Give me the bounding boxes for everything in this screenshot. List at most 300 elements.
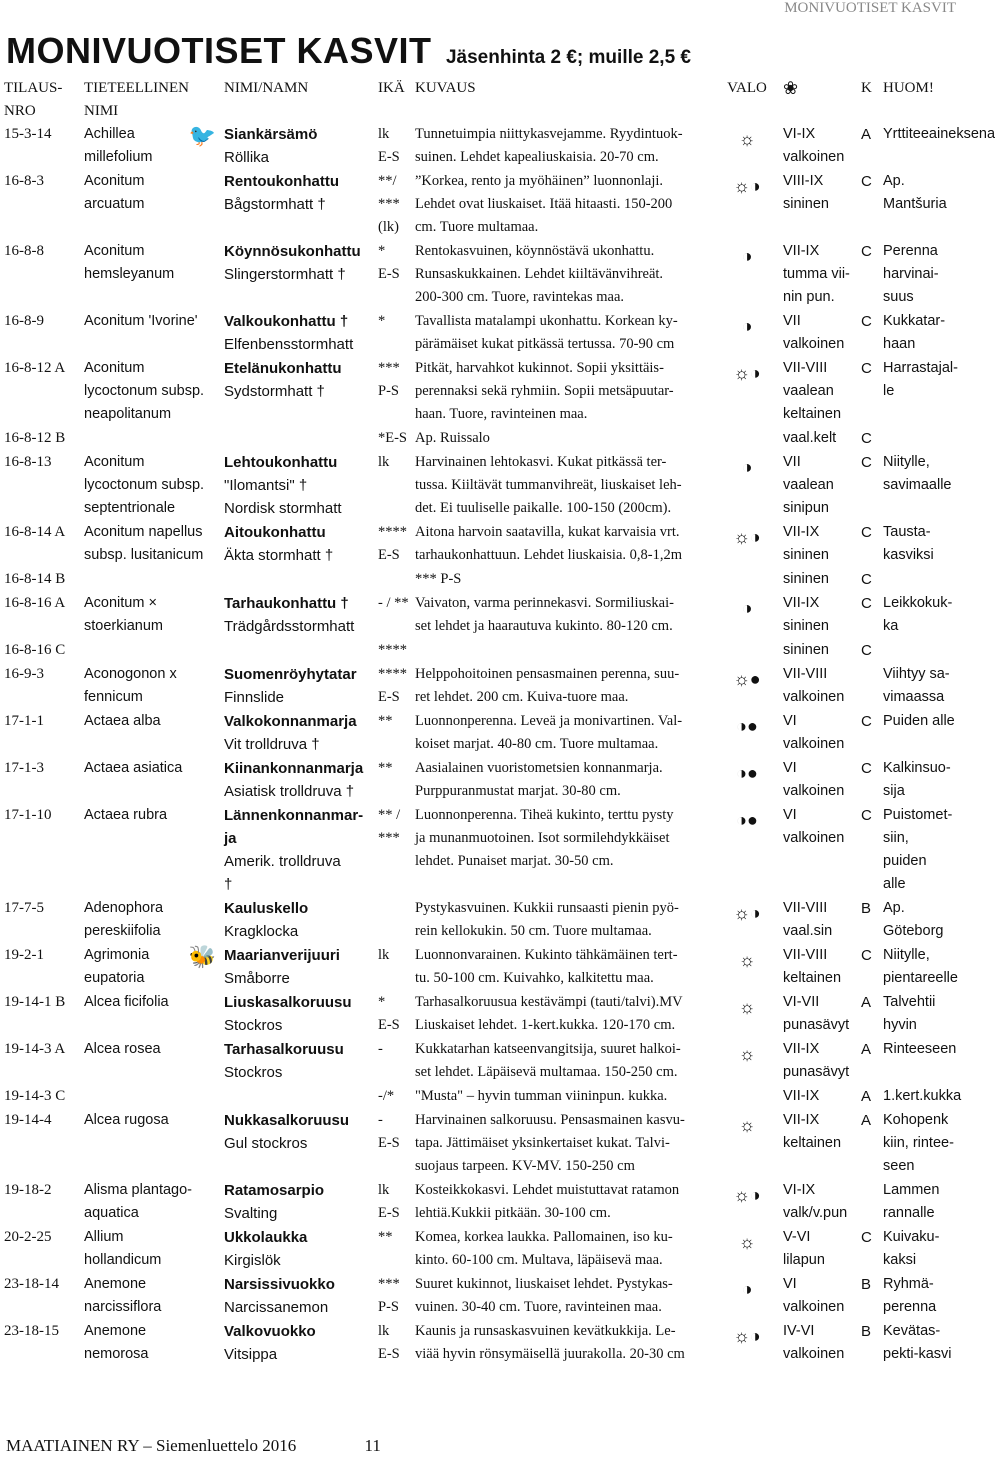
notes: Kuivaku- kaksi <box>883 1229 940 1268</box>
plant-name <box>222 1179 376 1226</box>
plant-name <box>222 170 376 240</box>
description: Aitona harvoin saatavilla, kukat karvaisia vrt. tarhaukonhattuun. Lehdet liuskaisia. 0,8-1,2m <box>415 524 682 563</box>
notes <box>881 639 958 663</box>
scientific-name <box>82 427 222 451</box>
light-requirement: ☼ <box>738 1115 756 1135</box>
header-k: K <box>861 80 872 96</box>
light-requirement: ◑● <box>736 763 758 783</box>
scientific-name <box>82 944 222 991</box>
table-row <box>2 170 958 240</box>
k-class: A <box>861 1088 872 1105</box>
header-notes: HUOM! <box>883 80 934 96</box>
flowering-info: VII valkoinen <box>783 313 845 352</box>
table-row <box>2 757 958 804</box>
light-requirement: ◑ <box>741 316 753 336</box>
table-row <box>2 357 958 427</box>
page-title: MONIVUOTISET KASVIT <box>6 30 432 71</box>
plant-name <box>222 123 376 170</box>
description: Aasialainen vuoristometsien konnanmarja. Purppuranmustat marjat. 30-80 cm. <box>415 760 663 799</box>
header-name: NIMI/NAMN <box>224 80 309 96</box>
finnish-name: Narsissivuokko <box>224 1276 335 1293</box>
age-code: - <box>378 1041 383 1057</box>
swedish-name: Slingerstormhatt † <box>224 266 346 283</box>
k-class: C <box>861 1229 872 1246</box>
swedish-name: Kragklocka <box>224 923 299 940</box>
notes: Talvehtii hyvin <box>883 994 936 1033</box>
k-class: A <box>861 1112 872 1129</box>
flowering-info: VI valkoinen <box>783 1276 845 1315</box>
notes: Ap. Göteborg <box>883 900 944 939</box>
light-requirement: ◑● <box>736 810 758 830</box>
table-row <box>2 1038 958 1085</box>
description: "Musta" – hyvin tumman viininpun. kukka. <box>415 1088 668 1104</box>
table-row <box>2 663 958 710</box>
scientific-name: Anemone nemorosa <box>84 1323 149 1362</box>
order-number: 17-1-1 <box>4 713 44 729</box>
plant-name <box>222 451 376 521</box>
flowering-info: VII-IX sininen <box>783 595 829 634</box>
flowering-info: VII-VIII valkoinen <box>783 666 845 705</box>
age-code: *** P-S <box>378 1276 400 1315</box>
scientific-name-text: Agrimonia eupatoria <box>84 947 150 986</box>
bee-icon: 🐝 <box>188 944 216 969</box>
k-class: B <box>861 900 872 917</box>
age-code: ** <box>378 713 393 729</box>
scientific-name: Alcea ficifolia <box>84 994 169 1010</box>
k-class <box>859 663 881 710</box>
footer-text: MAATIAINEN RY – Siemenluettelo 2016 <box>6 1436 297 1455</box>
age-code: lk <box>378 947 390 963</box>
swedish-name: "Ilomantsi" † Nordisk stormhatt <box>224 477 342 517</box>
notes <box>881 427 958 451</box>
k-class: C <box>861 173 872 190</box>
light-requirement: ☼◑ <box>733 1185 761 1205</box>
header-description: KUVAUS <box>415 80 476 96</box>
finnish-name: Rentoukonhattu <box>224 173 339 190</box>
swedish-name: Kirgislök <box>224 1252 281 1269</box>
order-number: 16-8-12 A <box>4 360 66 376</box>
age-code: * <box>378 313 386 329</box>
notes: Puistomet- siin, puiden alle <box>883 807 953 892</box>
swedish-name: Stockros <box>224 1017 283 1034</box>
finnish-name: Siankärsämö <box>224 126 318 143</box>
description: ”Korkea, rento ja myöhäinen” luonnonlaji. Lehdet ovat liuskaiset. Itää hitaasti. 150-200 cm. Tuore multamaa. <box>415 173 673 235</box>
order-number: 20-2-25 <box>4 1229 52 1245</box>
header-scientific-name: TIETEELLINEN NIMI <box>84 80 189 119</box>
light-requirement <box>713 1085 781 1109</box>
table-row <box>2 804 958 897</box>
description <box>413 639 713 663</box>
age-code: *** P-S <box>378 360 400 399</box>
finnish-name: Lännenkonnanmar- ja <box>224 807 364 847</box>
notes: Leikkokuk- ka <box>883 595 953 634</box>
scientific-name: Aconitum 'Ivorine' <box>84 313 198 329</box>
flowering-info: VI valkoinen <box>783 807 845 846</box>
swedish-name: Asiatisk trolldruva † <box>224 783 355 800</box>
k-class: A <box>861 1041 872 1058</box>
flowering-info: IV-VI valkoinen <box>783 1323 845 1362</box>
plant-name <box>222 521 376 568</box>
age-code: * E-S <box>378 243 400 282</box>
notes: Tausta- kasviksi <box>883 524 934 563</box>
notes: Rinteeseen <box>883 1041 957 1057</box>
scientific-name: Actaea asiatica <box>84 760 183 776</box>
order-number: 17-1-3 <box>4 760 44 776</box>
age-code <box>376 568 413 592</box>
description: Komea, korkea laukka. Pallomainen, iso ku- kinto. 60-100 cm. Multava, läpäisevä maa. <box>415 1229 673 1268</box>
description: Luonnonvarainen. Kukinto tähkämäinen tert- tu. 50-100 cm. Kuivahko, kalkitettu maa. <box>415 947 678 986</box>
flowering-info: VII-IX tumma vii- nin pun. <box>783 243 850 305</box>
scientific-name: Aconitum lycoctonum subsp. neapolitanum <box>84 360 205 422</box>
plant-name <box>222 663 376 710</box>
order-number: 19-14-3 A <box>4 1041 66 1057</box>
swedish-name: Vitsippa <box>224 1346 278 1363</box>
notes: Kohopenk kiin, rintee- seen <box>883 1112 954 1174</box>
finnish-name: Suomenröyhytatar <box>224 666 357 683</box>
flowering-info: VI-IX valkoinen <box>783 126 845 165</box>
k-class: C <box>861 430 872 447</box>
description: *** P-S <box>415 571 462 587</box>
finnish-name: Nukkasalkoruusu <box>224 1112 350 1129</box>
flowering-info: VII-IX punasävyt <box>783 1041 850 1080</box>
plant-name <box>222 592 376 639</box>
description: Kukkatarhan katseenvangitsija, suuret halkoi- set lehdet. Läpäisevä multamaa. 150-250 cm. <box>415 1041 681 1080</box>
scientific-name <box>82 1085 222 1109</box>
finnish-name: Liuskasalkoruusu <box>224 994 352 1011</box>
swedish-name: Narcissanemon <box>224 1299 329 1316</box>
flowering-info: VII-VIII vaal.sin <box>783 900 833 939</box>
description: Rentokasvuinen, köynnöstävä ukonhattu. Runsaskukkainen. Lehdet kiiltävänvihreät. 200-300 cm. Tuore, ravintekas maa. <box>415 243 664 305</box>
plant-name <box>222 240 376 310</box>
description: Tunnetuimpia niittykasvejamme. Ryydintuok- suinen. Lehdet kapealiuskaisia. 20-70 cm. <box>415 126 683 165</box>
scientific-name: Aconitum lycoctonum subsp. septentrionale <box>84 454 205 516</box>
plant-name <box>222 1038 376 1085</box>
scientific-name: Aconitum arcuatum <box>84 173 145 212</box>
k-class: C <box>861 524 872 541</box>
notes: Yrttiteeaineksena <box>883 126 995 142</box>
scientific-name: Aconitum × stoerkianum <box>84 595 163 634</box>
notes: Kalkinsuo- sija <box>883 760 951 799</box>
light-requirement <box>713 639 781 663</box>
page-title-block <box>6 30 691 72</box>
k-class: B <box>861 1323 872 1340</box>
swedish-name: Småborre <box>224 970 290 987</box>
order-number: 16-8-3 <box>4 173 44 189</box>
notes: Puiden alle <box>883 713 955 729</box>
age-code: lk <box>378 454 390 470</box>
scientific-name: Alcea rosea <box>84 1041 161 1057</box>
finnish-name: Lehtoukonhattu <box>224 454 338 471</box>
light-requirement: ☼◑ <box>733 527 761 547</box>
table-row <box>2 1320 958 1367</box>
light-requirement: ☼ <box>738 1044 756 1064</box>
light-requirement: ◑ <box>741 598 753 618</box>
table-row <box>2 991 958 1038</box>
scientific-name <box>82 568 222 592</box>
scientific-name: Aconogonon x fennicum <box>84 666 177 705</box>
light-requirement: ☼◑ <box>733 903 761 923</box>
table-row <box>2 1226 958 1273</box>
light-requirement: ☼◑ <box>733 363 761 383</box>
order-number: 16-8-14 B <box>4 571 66 587</box>
scientific-name: Aconitum napellus subsp. lusitanicum <box>84 524 204 563</box>
scientific-name: Allium hollandicum <box>84 1229 162 1268</box>
table-row <box>2 1085 958 1109</box>
table-row <box>2 944 958 991</box>
flowering-info: VII-VIII vaalean keltainen <box>783 360 842 422</box>
table-row <box>2 451 958 521</box>
header-age: IKÄ <box>378 80 405 96</box>
description: Harvinainen lehtokasvi. Kukat pitkässä ter- tussa. Kiiltävät tummanvihreät, liuskaiset leh- det. Ei tuuliselle paikalle. 100-150 (200cm). <box>415 454 682 516</box>
flowering-info: VII-IX <box>783 1088 820 1104</box>
page-number: 11 <box>364 1436 381 1455</box>
order-number: 19-18-2 <box>4 1182 52 1198</box>
finnish-name: Kiinankonnanmarja <box>224 760 364 777</box>
price-subtitle: Jäsenhinta 2 €; muille 2,5 € <box>445 47 691 68</box>
order-number: 16-8-13 <box>4 454 52 470</box>
description: Suuret kukinnot, liuskaiset lehdet. Pystykas- vuinen. 30-40 cm. Tuore, ravinteinen maa. <box>415 1276 673 1315</box>
flower-icon: ❀ <box>783 78 799 98</box>
age-code: **** <box>378 642 407 658</box>
swedish-name: Stockros <box>224 1064 283 1081</box>
header-order-number: TILAUS- NRO <box>4 80 63 119</box>
notes: Lammen rannalle <box>883 1182 940 1221</box>
plant-name <box>222 757 376 804</box>
flowering-info: sininen <box>783 642 829 658</box>
notes: Niitylle, savimaalle <box>883 454 952 493</box>
plant-name <box>222 427 376 451</box>
finnish-name: Valkokonnanmarja <box>224 713 357 730</box>
flowering-info: V-VI lilapun <box>783 1229 825 1268</box>
age-code: - / ** <box>378 595 409 611</box>
k-class: C <box>861 595 872 612</box>
k-class: A <box>861 994 872 1011</box>
seed-catalog-table <box>2 77 995 1367</box>
flowering-info: VII-IX sininen <box>783 524 829 563</box>
plant-name <box>222 310 376 357</box>
table-row <box>2 568 958 592</box>
notes: Niitylle, pientareelle <box>883 947 958 986</box>
order-number: 23-18-15 <box>4 1323 59 1339</box>
light-requirement <box>713 568 781 592</box>
plant-name <box>222 1226 376 1273</box>
k-class: C <box>861 571 872 588</box>
finnish-name: Ukkolaukka <box>224 1229 308 1246</box>
light-requirement: ☼◑ <box>733 1326 761 1346</box>
age-code: lk E-S <box>378 1182 400 1221</box>
finnish-name: Tarhasalkoruusu <box>224 1041 344 1058</box>
plant-name <box>222 357 376 427</box>
header-light: VALO <box>727 80 767 96</box>
age-code: -/* <box>378 1088 395 1104</box>
notes: Perenna harvinai- suus <box>883 243 939 305</box>
finnish-name: Aitoukonhattu <box>224 524 326 541</box>
table-row <box>2 521 958 568</box>
table-row <box>2 897 958 944</box>
plant-name <box>222 710 376 757</box>
k-class: C <box>861 313 872 330</box>
order-number: 16-8-16 A <box>4 595 66 611</box>
order-number: 16-8-16 C <box>4 642 66 658</box>
swedish-name: Äkta stormhatt † <box>224 547 334 564</box>
finnish-name: Kauluskello <box>224 900 309 917</box>
swedish-name: Finnslide <box>224 689 285 706</box>
light-requirement: ☼ <box>738 1232 756 1252</box>
scientific-name: Anemone narcissiflora <box>84 1276 162 1315</box>
table-row <box>2 639 958 663</box>
description: Helppohoitoinen pensasmainen perenna, suu- ret lehdet. 200 cm. Kuiva-tuore maa. <box>415 666 680 705</box>
light-requirement: ☼◑ <box>733 176 761 196</box>
light-requirement: ☼ <box>738 129 756 149</box>
description: Tavallista matalampi ukonhattu. Korkean ky- pärämäiset kukat pitkässä tertussa. 70-90 cm <box>415 313 678 352</box>
flowering-info: VIII-IX sininen <box>783 173 829 212</box>
light-requirement: ◑ <box>741 1279 753 1299</box>
order-number: 19-14-4 <box>4 1112 52 1128</box>
notes: Viihtyy sa- vimaassa <box>883 666 950 705</box>
flowering-info: VII vaalean sinipun <box>783 454 834 516</box>
plant-name <box>222 568 376 592</box>
order-number: 16-9-3 <box>4 666 44 682</box>
age-code: ** <box>378 1229 393 1245</box>
flowering-info: VI valkoinen <box>783 713 845 752</box>
order-number: 17-1-10 <box>4 807 52 823</box>
k-class: C <box>861 807 872 824</box>
swedish-name: Bågstormhatt † <box>224 196 326 213</box>
light-requirement: ◑● <box>736 716 758 736</box>
swedish-name: Sydstormhatt † <box>224 383 325 400</box>
k-class: C <box>861 760 872 777</box>
table-row <box>2 240 958 310</box>
table-header-row <box>2 77 958 123</box>
finnish-name: Ratamosarpio <box>224 1182 325 1199</box>
flowering-info: VII-VIII keltainen <box>783 947 842 986</box>
plant-name <box>222 897 376 944</box>
scientific-name: Alcea rugosa <box>84 1112 169 1128</box>
running-header: MONIVUOTISET KASVIT <box>784 0 956 16</box>
table-body <box>2 123 995 1367</box>
description: Harvinainen salkoruusu. Pensasmainen kasvu- tapa. Jättimäiset yksinkertaiset kukat. Talvi- suojaus tarpeen. KV-MV. 150-250 cm <box>415 1112 685 1174</box>
description: Pitkät, harvahkot kukinnot. Sopii yksittäis- perennaksi sekä ryhmiin. Sopii metsäpuutar- haan. Tuore, ravinteinen maa. <box>415 360 674 422</box>
scientific-name-text: Achillea millefolium <box>84 126 153 165</box>
scientific-name: Actaea rubra <box>84 807 168 823</box>
scientific-name: Actaea alba <box>84 713 161 729</box>
light-requirement: ☼ <box>738 997 756 1017</box>
age-code <box>376 897 413 944</box>
notes: Kevätas- pekti-kasvi <box>883 1323 952 1362</box>
notes: Ryhmä- perenna <box>883 1276 937 1315</box>
plant-name <box>222 804 376 897</box>
table-row <box>2 1273 958 1320</box>
scientific-name: Alisma plantago- aquatica <box>84 1182 192 1221</box>
age-code: * E-S <box>378 994 400 1033</box>
k-class: C <box>861 713 872 730</box>
flowering-info: VI-VII punasävyt <box>783 994 850 1033</box>
table-row <box>2 310 958 357</box>
plant-name <box>222 944 376 991</box>
age-code: **/ *** (lk) <box>378 173 400 235</box>
order-number: 16-8-14 A <box>4 524 66 540</box>
flowering-info: sininen <box>783 571 829 587</box>
swedish-name: Elfenbensstormhatt <box>224 336 354 353</box>
age-code: ** <box>378 760 393 776</box>
k-class: B <box>861 1276 872 1293</box>
flowering-info: vaal.kelt <box>783 430 837 446</box>
table-row <box>2 1109 958 1179</box>
order-number: 16-8-9 <box>4 313 44 329</box>
table-row <box>2 1179 958 1226</box>
light-requirement: ☼ <box>738 950 756 970</box>
description: Luonnonperenna. Tiheä kukinto, terttu pysty ja munanmuotoinen. Isot sormilehdykkäiset lehdet. Punaiset marjat. 30-50 cm. <box>415 807 674 869</box>
table-row <box>2 427 958 451</box>
page-footer <box>6 1436 381 1456</box>
flowering-info: VI valkoinen <box>783 760 845 799</box>
plant-name <box>222 639 376 663</box>
scientific-name <box>82 639 222 663</box>
description: Vaivaton, varma perinnekasvi. Sormiliuskai- set lehdet ja haarautuva kukinto. 80-120 cm. <box>415 595 674 634</box>
table-row <box>2 710 958 757</box>
k-class: C <box>861 642 872 659</box>
header-flower <box>781 77 859 123</box>
age-code: **** E-S <box>378 666 407 705</box>
notes: Harrastajal- le <box>883 360 958 399</box>
light-requirement: ◑ <box>741 457 753 477</box>
swedish-name: Röllika <box>224 149 270 166</box>
table-row <box>2 592 958 639</box>
plant-name <box>222 1109 376 1179</box>
k-class: C <box>861 454 872 471</box>
k-class: A <box>861 126 872 143</box>
swedish-name: Gul stockros <box>224 1135 308 1152</box>
scientific-name: Aconitum hemsleyanum <box>84 243 175 282</box>
order-number: 17-7-5 <box>4 900 44 916</box>
age-code: lk E-S <box>378 126 400 165</box>
order-number: 23-18-14 <box>4 1276 59 1292</box>
order-number: 16-8-8 <box>4 243 44 259</box>
plant-name <box>222 1273 376 1320</box>
bird-icon: 🐦 <box>188 123 216 148</box>
age-code: **** E-S <box>378 524 407 563</box>
notes: Kukkatar- haan <box>883 313 946 352</box>
k-class: C <box>861 360 872 377</box>
swedish-name: Trädgårdsstormhatt <box>224 618 355 635</box>
plant-name <box>222 1320 376 1367</box>
light-requirement: ☼● <box>733 669 761 689</box>
order-number: 19-14-3 C <box>4 1088 66 1104</box>
description: Pystykasvuinen. Kukkii runsaasti pienin pyö- rein kellokukin. 50 cm. Tuore multamaa. <box>415 900 679 939</box>
swedish-name: Amerik. trolldruva † <box>224 853 341 893</box>
flowering-info: VII-IX keltainen <box>783 1112 842 1151</box>
k-class: C <box>861 947 872 964</box>
finnish-name: Etelänukonhattu <box>224 360 342 377</box>
scientific-name: Adenophora pereskiifolia <box>84 900 164 939</box>
order-number: 19-14-1 B <box>4 994 66 1010</box>
finnish-name: Maarianverijuuri <box>224 947 340 964</box>
swedish-name: Vit trolldruva † <box>224 736 320 753</box>
light-requirement <box>713 427 781 451</box>
plant-name <box>222 1085 376 1109</box>
order-number: 19-2-1 <box>4 947 44 963</box>
finnish-name: Valkoukonhattu † <box>224 313 349 330</box>
order-number: 15-3-14 <box>4 126 52 142</box>
finnish-name: Köynnösukonhattu <box>224 243 361 260</box>
finnish-name: Valkovuokko <box>224 1323 316 1340</box>
description: Luonnonperenna. Leveä ja monivartinen. Val- koiset marjat. 40-80 cm. Tuore multamaa. <box>415 713 683 752</box>
k-class: C <box>861 243 872 260</box>
description: Tarhasalkoruusua kestävämpi (tauti/talvi).MV Liuskaiset lehdet. 1-kert.kukka. 120-170 cm. <box>415 994 683 1033</box>
age-code: *E-S <box>378 430 407 446</box>
description: Kosteikkokasvi. Lehdet muistuttavat ratamon lehtiä.Kukkii pitkään. 30-100 cm. <box>415 1182 680 1221</box>
k-class <box>859 1179 881 1226</box>
